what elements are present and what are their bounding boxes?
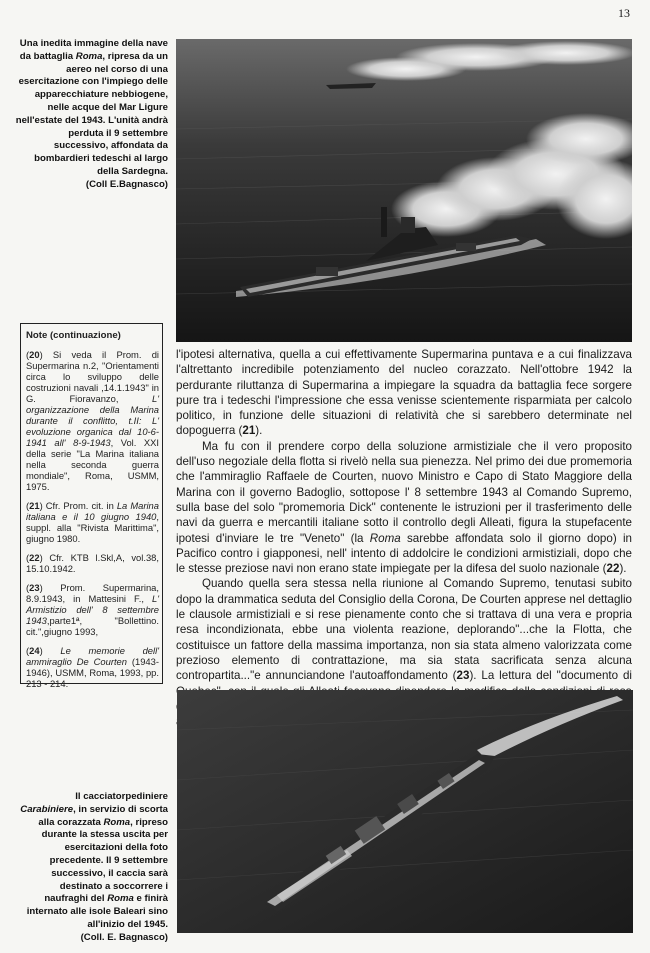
photo-credit: (Coll. E. Bagnasco) — [80, 931, 168, 943]
ship-name: Roma — [369, 531, 401, 545]
notes-box — [20, 323, 163, 689]
photo-destroyer-carabiniere — [177, 690, 633, 933]
paragraph: l'ipotesi alternativa, quella a cui effettivamente Supermarina puntava e a cui finalizzava l'altrettanto incredibile potenziamento del nucleo corazzato. Nell'ottobre 1942 la perdurante riluttanza di Supermarina a impiegare la squadra da battaglia fece sorgere pure tra i tedeschi l'impressione che essa venisse scientemente risparmiata per calcolo politico, in funzione delle situazioni di relatività che si sarebbero determinate nel dopoguerra (21). — [176, 348, 632, 438]
paragraph: Ma fu con il prendere corpo della soluzione armistiziale che il vero proposito dell'uso negoziale della flotta si rivelò nella sua pienezza. Nel primo dei due promemoria che l'ammiraglio Raffaele de Courten, nuovo Ministro e Capo di Stato Maggiore della Marina con il governo Badoglio, sottopose l' 8 settembre 1943 al Comando Supremo, sulla base del solo "promemoria Dick" contenente le istruzioni per il trasferimento delle navi da guerra e mercantili italiane sotto il controllo degli Alleati, figura la stupefacente ipotesi d'inviare le tre "Veneto" (la Roma sarebbe affondata solo il giorno dopo) in Pacifico contro i giapponesi, nell' intento di addolcire le condizioni armistiziali, dopo che le stesse preziose navi non erano state impiegate per la difesa del suolo nazionale (22). — [176, 439, 632, 576]
note-ref: 23 — [456, 669, 470, 683]
page-number: 13 — [618, 6, 630, 20]
paragraph: Quando quella sera stessa nella riunione al Comando Supremo, tenutasi subito dopo la drammatica seduta del Consiglio della Corona, De Courten apprese nel dettaglio le clausole armistiziali e si rese pienamente conto che si trattava di una vera e propria resa incondizionata, ebbe una violenta reazione, deplorando"...che la Flotta, che costituisce un fattore della massima importanza, non sia stata almeno valorizzata come prezioso elemento di contrattazione, ma sia stata sacrificata senza alcuna contropartita..."e annunciandone l'autoaffondamento (23). La lettura del "documento di — [176, 577, 633, 683]
note-ref: 21 — [242, 424, 256, 438]
photo-battleship-roma — [176, 39, 632, 342]
ship-name: Roma — [75, 50, 103, 62]
ship-name: Roma — [103, 816, 131, 828]
caption-top: Una inedita immagine della nave da battaglia Roma, ripresa da un aereo nel corso di una esercitazione con l'impiego delle apparecchiature nebbiogene, nelle acque del Mar Ligure nell'estate del 1943. L'unità andrà perduta il 9 settembre successivo, affondata da bombardieri tedeschi al largo della Sardegna. (Coll E.Bagnasco) — [15, 38, 168, 190]
photo-credit: (Coll E.Bagnasco) — [85, 178, 168, 190]
note-21: (21) Cfr. Prom. cit. in La Marina italiana e il 10 giugno 1940, suppl. alla "Rivista Marittima", giugno 1980. — [26, 500, 159, 544]
note-24: (24) Le memorie dell' ammiraglio De Courten (1943-1946), USMM, Roma, 1993, pp. 213 - 214. — [26, 645, 159, 689]
caption-bottom: Il cacciatorpediniere Carabiniere, in servizio di scorta alla corazzata Roma, ripreso durante la stessa uscita per esercitazioni della foto precedente. Il 9 settembre successivo, il caccia sarà destinato a soccorrere i naufraghi del Roma e finirà internato alle isole Baleari sino all'inizio del 1945. (Coll. E. Bagnasco) — [20, 791, 168, 943]
note-ref: 22 — [606, 562, 620, 576]
note-23: (23) Prom. Supermarina, 8.9.1943, in Mattesini F., L' Armistizio dell' 8 settembre 1943,parte1ª, "Bollettino. cit.",giugno 1993, — [26, 582, 159, 637]
ship-name: Carabiniere — [20, 803, 74, 815]
body-text — [176, 347, 632, 729]
note-20: (20) Si veda il Prom. di Supermarina n.2, "Orientamenti circa lo sviluppo delle costruzioni navali ,14.1.1943" in G. Fioravanzo, L' organizzazione della Marina durante il conflitto, t.II: L' evoluzione organica dal 10-6-1941 all' 8-9-1943, Vol. XXI della serie "La Marina italiana nella seconda guerra mondiale", Roma, USMM, 1975. — [26, 349, 160, 492]
notes-title: Note (continuazione) — [26, 330, 121, 341]
ship-name: Roma — [107, 893, 134, 905]
note-22: (22) Cfr. KTB l.Skl,A, vol.38, 15.10.1942. — [26, 552, 159, 574]
